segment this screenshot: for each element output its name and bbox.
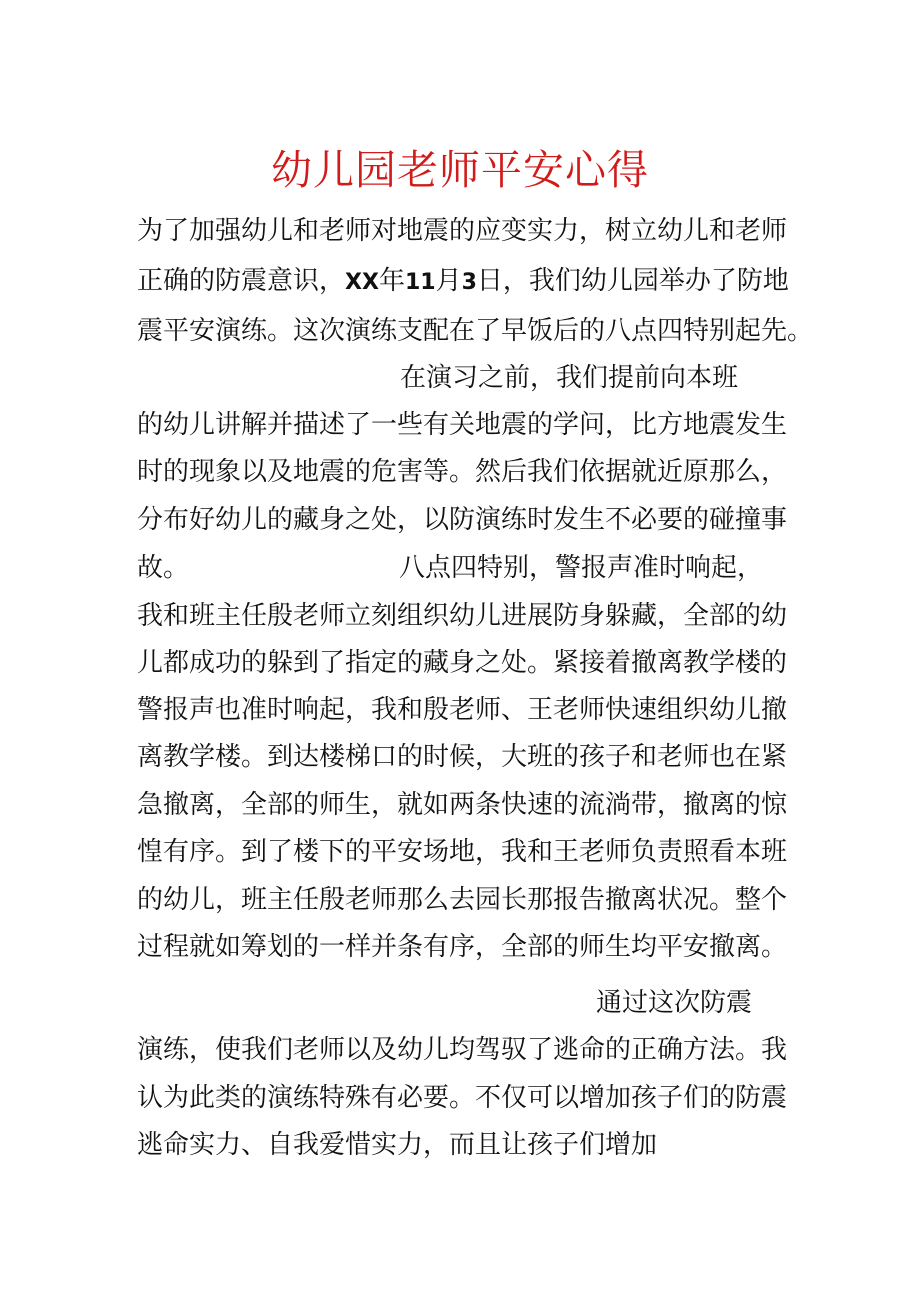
body-line-2: 正确的防震意识，XX年11月3日，我们幼儿园举办了防地 — [137, 266, 789, 296]
body-line-12: 离教学楼。到达楼梯口的时候，大班的孩子和老师也在紧 — [137, 742, 788, 772]
body-line-17: 通过这次防震 — [596, 988, 753, 1018]
body-line-19: 认为此类的演练特殊有必要。不仅可以增加孩子们的防震 — [137, 1083, 788, 1113]
body-line-16: 过程就如筹划的一样并条有序，全部的师生均平安撤离。 — [137, 932, 788, 962]
document-title: 幼儿园老师平安心得 — [271, 146, 649, 194]
body-line-4: 在演习之前，我们提前向本班 — [400, 363, 739, 393]
body-line-11: 警报声也准时响起，我和殷老师、王老师快速组织幼儿撤 — [137, 695, 788, 725]
body-line-13: 急撤离，全部的师生，就如两条快速的流淌带，撤离的惊 — [137, 790, 788, 820]
body-line-18: 演练，使我们老师以及幼儿均驾驭了逃命的正确方法。我 — [137, 1035, 788, 1065]
body-line-6: 时的现象以及地震的危害等。然后我们依据就近原那么， — [137, 457, 788, 487]
body-line-20: 逃命实力、自我爱惜实力，而且让孩子们增加 — [137, 1130, 658, 1160]
body-line-3: 震平安演练。这次演练支配在了早饭后的八点四特别起先。 — [137, 316, 814, 346]
body-line-9: 我和班主任殷老师立刻组织幼儿进展防身躲藏，全部的幼 — [137, 601, 788, 631]
body-line-1: 为了加强幼儿和老师对地震的应变实力，树立幼儿和老师 — [137, 216, 788, 246]
body-line-14: 惶有序。到了楼下的平安场地，我和王老师负责照看本班 — [137, 837, 788, 867]
body-line-5: 的幼儿讲解并描述了一些有关地震的学问，比方地震发生 — [137, 410, 788, 440]
body-line-15: 的幼儿，班主任殷老师那么去园长那报告撤离状况。整个 — [137, 885, 788, 915]
body-line-8: 故。 八点四特别，警报声准时响起， — [137, 553, 764, 583]
body-line-7: 分布好幼儿的藏身之处，以防演练时发生不必要的碰撞事 — [137, 505, 788, 535]
body-line-10: 儿都成功的躲到了指定的藏身之处。紧接着撤离教学楼的 — [137, 648, 788, 678]
